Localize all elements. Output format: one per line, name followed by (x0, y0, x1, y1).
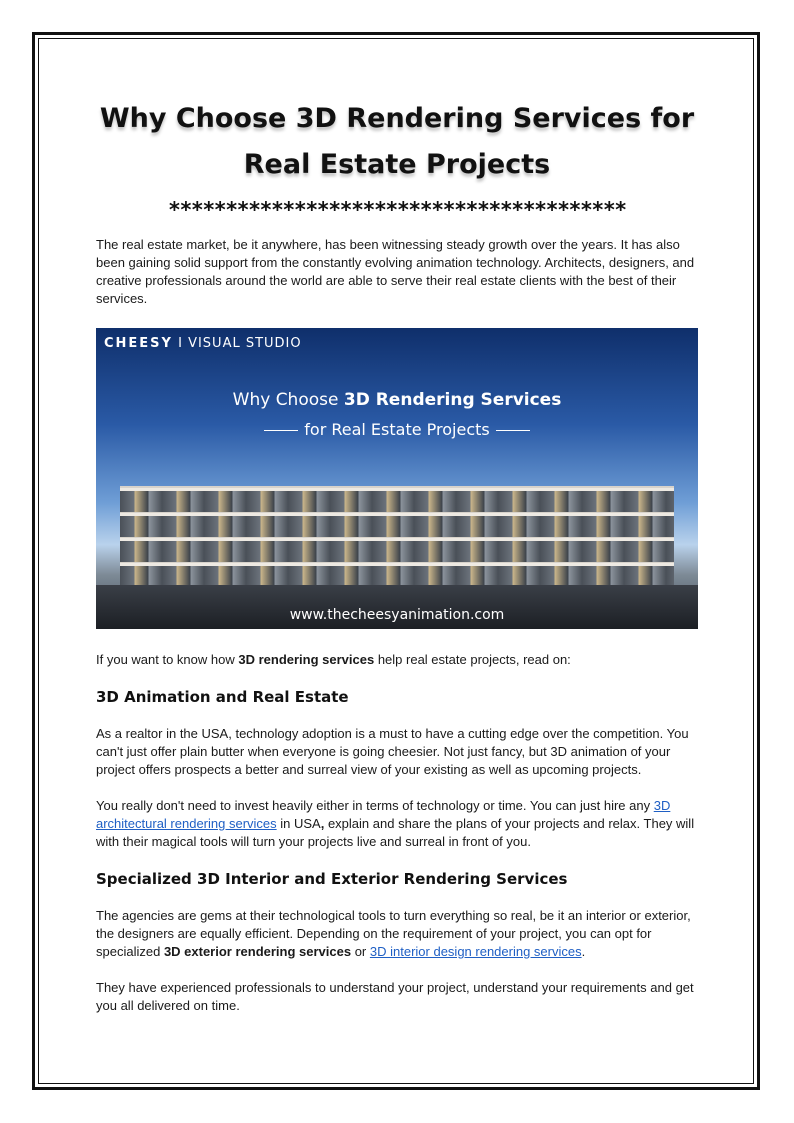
hero-heading (96, 390, 698, 410)
lead-bold: 3D rendering services (238, 652, 375, 667)
section2-p1-bold: 3D exterior rendering services (163, 944, 352, 959)
building-floor (120, 488, 674, 512)
hero-brand-sep: I (172, 336, 189, 351)
hero-building (120, 486, 674, 586)
hero-url: www.thecheesyanimation.com (289, 607, 505, 623)
section2-paragraph-1 (96, 907, 698, 961)
intro-paragraph: The real estate market, be it anywhere, has been witnessing steady growth over the years. It has also been gaining solid support from the constantly evolving animation technology. Architects, designers, and creative professionals around the world are able to serve their real estate clients with the best of their services. (96, 237, 695, 306)
hero-heading-bold: 3D Rendering Services (343, 390, 562, 410)
section2-p1-mid: or (351, 944, 370, 959)
hero-dash-left (264, 430, 298, 431)
hero-subheading (96, 420, 698, 439)
section1-p2-pre: You really don't need to invest heavily either in terms of technology or time. You can just hire any (96, 798, 654, 813)
building-floor (120, 563, 674, 587)
section2-heading: Specialized 3D Interior and Exterior Rendering Services (96, 870, 568, 888)
hero-dash-right (496, 430, 530, 431)
document-content (96, 96, 698, 1033)
section1-p2-post: explain and share the plans of your projects and relax. They will with their magical tools will turn your projects live and surreal in front of you. (96, 816, 695, 849)
section1-paragraph-2 (96, 797, 698, 851)
page-title: Why Choose 3D Rendering Services for Real Estate Projects (99, 103, 695, 180)
separator-stars: **************************************** (168, 198, 626, 222)
hero-brand-bold: CHEESY (104, 336, 173, 351)
section1-p2-mid: in USA (276, 816, 321, 831)
section2-paragraph-2: They have experienced professionals to understand your project, understand your requirements and get you all delivered on time. (96, 980, 694, 1013)
lead-pre: If you want to know how (96, 652, 239, 667)
building-floor (120, 513, 674, 537)
lead-paragraph (96, 651, 698, 669)
section2-p1-pre: The agencies are gems at their technological tools to turn everything so real, be it an interior or exterior, the designers are equally efficient. Depending on the requirement of your project, you can opt for specialized (96, 908, 691, 959)
building-floor (120, 538, 674, 562)
hero-brand-rest: VISUAL STUDIO (188, 336, 302, 351)
section1-p2-comma: , (320, 816, 325, 831)
hero-heading-line2: for Real Estate Projects (304, 420, 490, 439)
lead-post: help real estate projects, read on: (374, 652, 571, 667)
interior-rendering-link[interactable]: 3D interior design rendering services (369, 944, 582, 959)
architectural-rendering-link[interactable]: 3D architectural rendering services (96, 798, 671, 831)
section1-heading: 3D Animation and Real Estate (96, 688, 349, 706)
hero-image (96, 328, 698, 629)
section2-p1-end: . (581, 944, 586, 959)
hero-heading-pre: Why Choose (232, 390, 344, 410)
section1-paragraph-1: As a realtor in the USA, technology adoption is a must to have a cutting edge over the competition. You can't just offer plain butter when everyone is going cheesier. Not just fancy, but 3D animation of your project offers prospects a better and surreal view of your existing as well as upcoming projects. (96, 726, 689, 777)
hero-brand (104, 336, 302, 351)
